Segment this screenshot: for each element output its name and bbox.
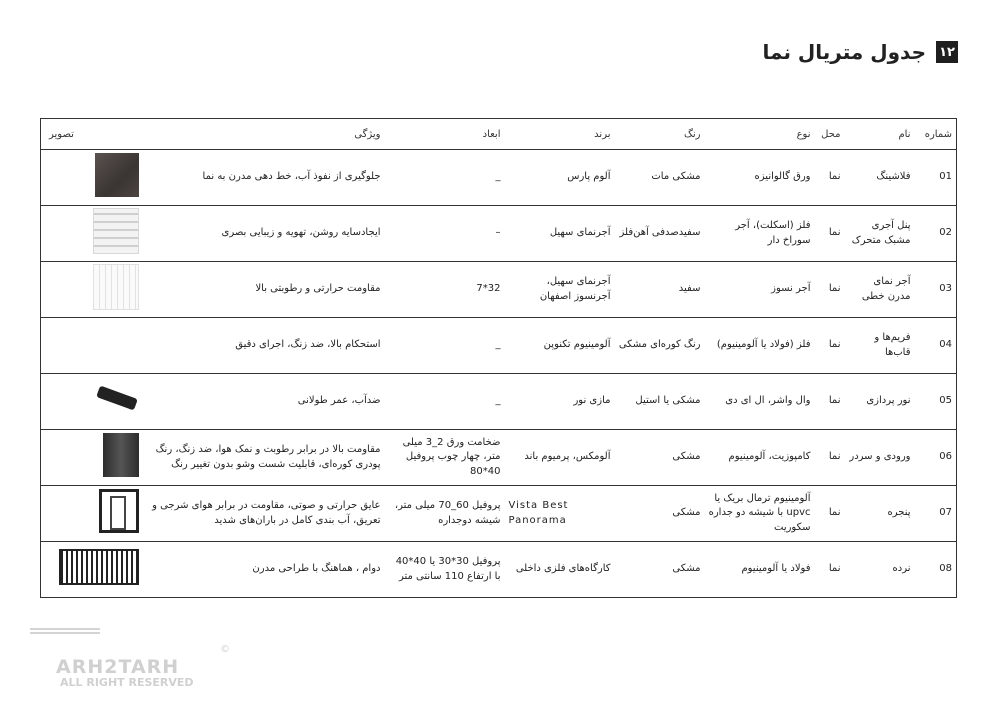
row-location: نما xyxy=(815,150,845,206)
row-brand: کارگاه‌های فلزی داخلی xyxy=(505,542,615,598)
col-number: شماره xyxy=(915,119,957,150)
row-feature: ضدآب، عمر طولانی xyxy=(143,374,385,430)
col-feature: ویژگی xyxy=(143,119,385,150)
row-type: فلز (فولاد یا آلومینیوم) xyxy=(705,318,815,374)
row-brand: Vista Best Panorama xyxy=(505,486,615,542)
page-title: جدول متریال نما xyxy=(762,40,926,64)
row-image xyxy=(41,318,143,374)
row-color: مشکی xyxy=(615,430,705,486)
row-feature: مقاومت بالا در برابر رطوبت و نمک هوا، ضد زنگ، رنگ پودری کوره‌ای، قابلیت شست وشو بدون تغییر رنگ xyxy=(143,430,385,486)
table-row xyxy=(41,150,957,206)
col-location: محل xyxy=(815,119,845,150)
brick-panel-swatch-icon xyxy=(93,208,139,254)
row-location: نما xyxy=(815,318,845,374)
row-name: پنل آجری مشبک متحرک xyxy=(845,206,915,262)
row-color: مشکی xyxy=(615,542,705,598)
table-row xyxy=(41,374,957,430)
table-row xyxy=(41,486,957,542)
row-type: فولاد یا آلومینیوم xyxy=(705,542,815,598)
row-number: 03 xyxy=(915,262,957,318)
col-type: نوع xyxy=(705,119,815,150)
row-color: سفیدصدفی آهن‌فلز xyxy=(615,206,705,262)
window-profile-icon xyxy=(99,489,139,533)
col-name: نام xyxy=(845,119,915,150)
row-location: نما xyxy=(815,206,845,262)
row-number: 08 xyxy=(915,542,957,598)
row-color: مشکی یا استیل xyxy=(615,374,705,430)
row-dimensions: _ xyxy=(385,374,505,430)
white-brick-swatch-icon xyxy=(93,264,139,310)
row-name: فریم‌ها و قاب‌ها xyxy=(845,318,915,374)
row-location: نما xyxy=(815,262,845,318)
wall-washer-lamp-icon xyxy=(95,384,139,414)
dark-sheet-swatch-icon xyxy=(95,153,139,197)
row-feature: عایق حرارتی و صوتی، مقاومت در برابر هوای شرجی و تعریق، آب بندی کامل در باران‌های شدید xyxy=(143,486,385,542)
row-brand: آجرنمای سهیل xyxy=(505,206,615,262)
row-image xyxy=(41,486,143,542)
row-image xyxy=(41,374,143,430)
row-type: وال واشر، ال ای دی xyxy=(705,374,815,430)
row-location: نما xyxy=(815,542,845,598)
watermark-logo-text: ARH2TARH xyxy=(56,656,180,678)
row-color: رنگ کوره‌ای مشکی xyxy=(615,318,705,374)
row-number: 07 xyxy=(915,486,957,542)
row-number: 05 xyxy=(915,374,957,430)
row-location: نما xyxy=(815,374,845,430)
row-image xyxy=(41,542,143,598)
col-color: رنگ xyxy=(615,119,705,150)
row-number: 02 xyxy=(915,206,957,262)
row-dimensions: پروفیل 60_70 میلی متر، شیشه دوجداره xyxy=(385,486,505,542)
section-number-badge: ۱۲ xyxy=(936,41,958,63)
col-brand: برند xyxy=(505,119,615,150)
row-feature: جلوگیری از نفوذ آب، خط دهی مدرن به نما xyxy=(143,150,385,206)
row-color: سفید xyxy=(615,262,705,318)
table-row xyxy=(41,262,957,318)
table-row xyxy=(41,206,957,262)
row-name: فلاشینگ xyxy=(845,150,915,206)
row-name: آجر نمای مدرن خطی xyxy=(845,262,915,318)
table-row xyxy=(41,318,957,374)
railing-icon xyxy=(59,549,139,585)
table-header-row xyxy=(41,119,957,150)
row-brand: آجرنمای سهیل، آجرنسوز اصفهان xyxy=(505,262,615,318)
materials-table xyxy=(40,118,957,598)
row-feature: ایجادسایه روشن، تهویه و زیبایی بصری xyxy=(143,206,385,262)
row-type: آلومینیوم ترمال بریک یا upvc با شیشه دو جداره سکوریت xyxy=(705,486,815,542)
row-dimensions: _ xyxy=(385,150,505,206)
row-image xyxy=(41,262,143,318)
row-color: مشکی xyxy=(615,486,705,542)
row-dimensions: _ xyxy=(385,318,505,374)
watermark-sub-text: ALL RIGHT RESERVED xyxy=(60,676,194,689)
row-name: نور پردازی xyxy=(845,374,915,430)
row-brand: آلومینیوم تکنوپن xyxy=(505,318,615,374)
page-header xyxy=(763,40,958,64)
row-brand: مازی نور xyxy=(505,374,615,430)
row-image xyxy=(41,150,143,206)
row-number: 01 xyxy=(915,150,957,206)
row-feature: استحکام بالا، ضد زنگ، اجرای دقیق xyxy=(143,318,385,374)
row-dimensions: ضخامت ورق 2_3 میلی متر، چهار چوب پروفیل 40*80 xyxy=(385,430,505,486)
row-type: کامپوزیت، آلومینیوم xyxy=(705,430,815,486)
row-brand: آلوم پارس xyxy=(505,150,615,206)
row-name: ورودی و سردر xyxy=(845,430,915,486)
table-row xyxy=(41,542,957,598)
row-name: نرده xyxy=(845,542,915,598)
row-type: ورق گالوانیزه xyxy=(705,150,815,206)
composite-panel-swatch-icon xyxy=(103,433,139,477)
row-number: 06 xyxy=(915,430,957,486)
row-dimensions: – xyxy=(385,206,505,262)
row-number: 04 xyxy=(915,318,957,374)
row-brand: آلومکس، پرمیوم باند xyxy=(505,430,615,486)
row-image xyxy=(41,430,143,486)
row-dimensions: 32*7 xyxy=(385,262,505,318)
row-dimensions: پروفیل 30*30 یا 40*40 با ارتفاع 110 سانتی متر xyxy=(385,542,505,598)
table-row xyxy=(41,430,957,486)
row-type: آجر نسوز xyxy=(705,262,815,318)
watermark-logo xyxy=(30,628,230,690)
row-type: فلز (اسکلت)، آجر سوراخ دار xyxy=(705,206,815,262)
row-feature: دوام ، هماهنگ با طراحی مدرن xyxy=(143,542,385,598)
col-image: تصویر xyxy=(41,119,143,150)
row-image xyxy=(41,206,143,262)
copyright-icon: © xyxy=(220,644,230,655)
row-location: نما xyxy=(815,430,845,486)
row-name: پنجره xyxy=(845,486,915,542)
col-dimensions: ابعاد xyxy=(385,119,505,150)
row-feature: مقاومت حرارتی و رطوبتی بالا xyxy=(143,262,385,318)
row-location: نما xyxy=(815,486,845,542)
row-color: مشکی مات xyxy=(615,150,705,206)
